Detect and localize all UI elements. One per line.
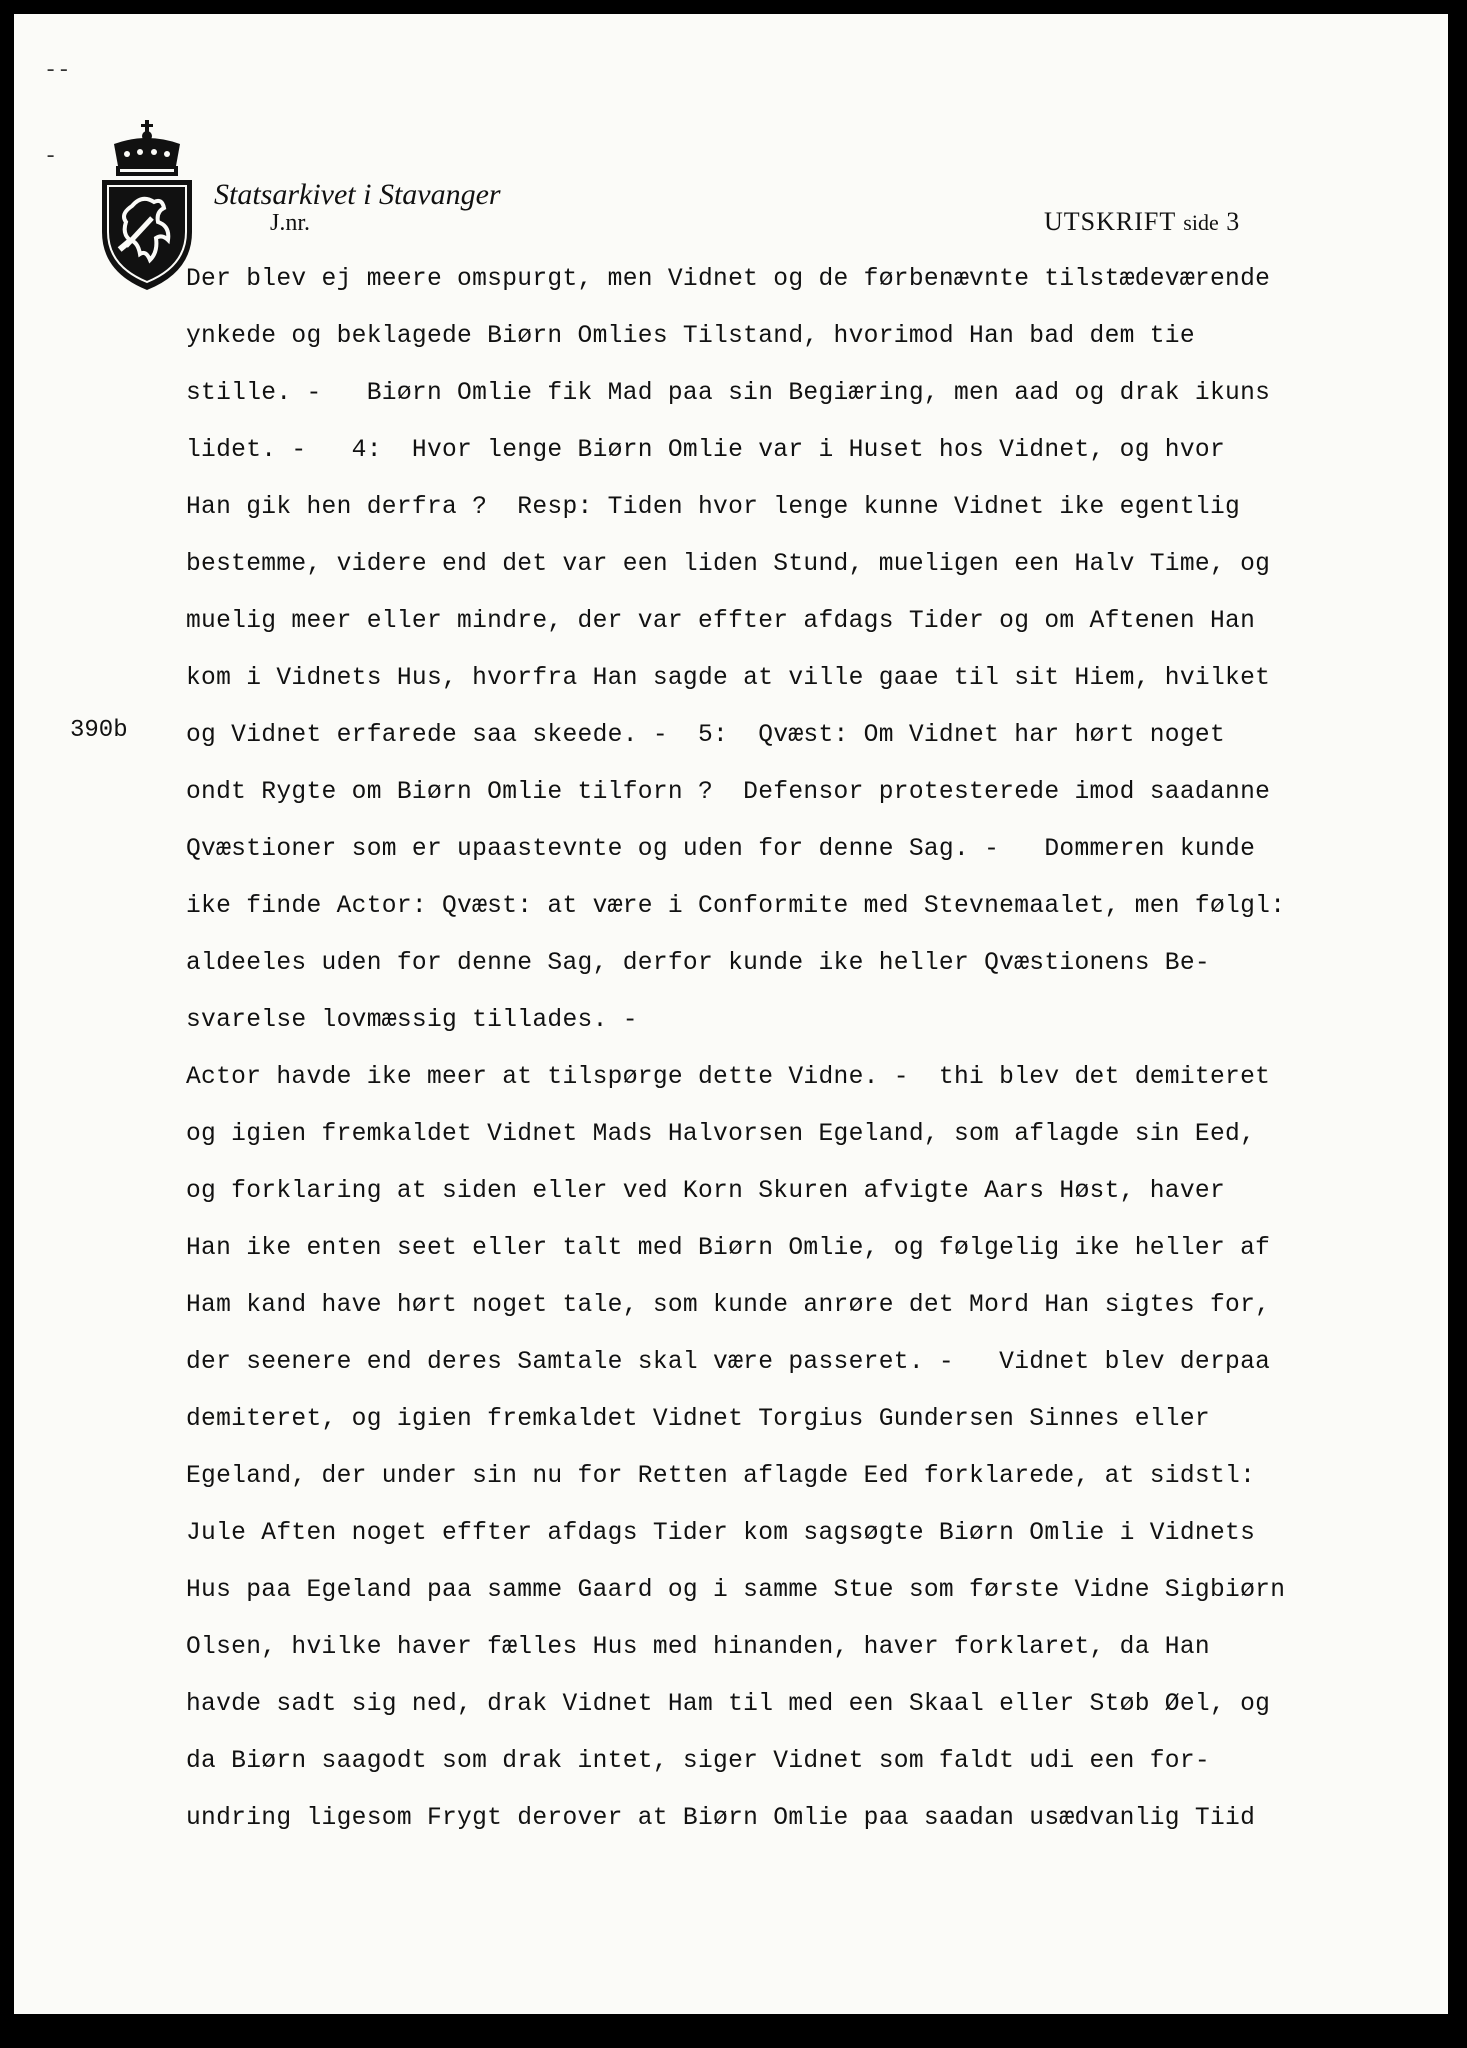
text-line: svarelse lovmæssig tillades. - [186, 1007, 638, 1034]
journal-number-label: J.nr. [270, 210, 311, 236]
side-label: side [1183, 210, 1219, 235]
archive-name: Statsarkivet i Stavanger [214, 178, 501, 211]
text-line: aldeeles uden for denne Sag, derfor kunde ike heller Qvæstionens Be- [186, 950, 1210, 977]
text-line: demiteret, og igien fremkaldet Vidnet Torgius Gundersen Sinnes eller [186, 1406, 1210, 1433]
text-line: Actor havde ike meer at tilspørge dette Vidne. - thi blev det demiteret [186, 1064, 1271, 1091]
text-line: Ham kand have hørt noget tale, som kunde anrøre det Mord Han sigtes for, [186, 1292, 1271, 1319]
text-line: ynkede og beklagede Biørn Omlies Tilstand, hvorimod Han bad dem tie [186, 323, 1195, 350]
text-line: havde sadt sig ned, drak Vidnet Ham til med een Skaal eller Støb Øel, og [186, 1691, 1271, 1718]
margin-folio-note: 390b [70, 717, 128, 744]
text-line: undring ligesom Frygt derover at Biørn Omlie paa saadan usædvanlig Tiid [186, 1805, 1256, 1832]
text-line: Han gik hen derfra ? Resp: Tiden hvor lenge kunne Vidnet ike egentlig [186, 494, 1241, 521]
text-line: og Vidnet erfarede saa skeede. - 5: Qvæst: Om Vidnet har hørt noget [186, 722, 1226, 749]
text-line: Egeland, der under sin nu for Retten aflagde Eed forklarede, at sidstl: [186, 1463, 1256, 1490]
text-line: Hus paa Egeland paa samme Gaard og i samme Stue som første Vidne Sigbiørn [186, 1577, 1286, 1604]
text-line: da Biørn saagodt som drak intet, siger Vidnet som faldt udi een for- [186, 1748, 1210, 1775]
text-line: der seenere end deres Samtale skal være passeret. - Vidnet blev derpaa [186, 1349, 1271, 1376]
text-line: Der blev ej meere omspurgt, men Vidnet og de førbenævnte tilstædeværende [186, 266, 1271, 293]
text-line: og forklaring at siden eller ved Korn Skuren afvigte Aars Høst, haver [186, 1178, 1226, 1205]
text-line: Olsen, hvilke haver fælles Hus med hinanden, haver forklaret, da Han [186, 1634, 1210, 1661]
text-line: Qvæstioner som er upaastevnte og uden for denne Sag. - Dommeren kunde [186, 836, 1256, 863]
text-line: Han ike enten seet eller talt med Biørn Omlie, og følgelig ike heller af [186, 1235, 1271, 1262]
margin-tick-mark: -- [44, 58, 71, 83]
text-line: og igien fremkaldet Vidnet Mads Halvorsen Egeland, som aflagde sin Eed, [186, 1121, 1256, 1148]
text-line: kom i Vidnets Hus, hvorfra Han sagde at ville gaae til sit Hiem, hvilket [186, 665, 1271, 692]
margin-tick-mark: - [44, 144, 58, 169]
page-header [1044, 207, 1240, 237]
transcript-body [186, 260, 1446, 1856]
transcript-label: UTSKRIFT [1044, 207, 1176, 236]
text-line: stille. - Biørn Omlie fik Mad paa sin Begiæring, men aad og drak ikuns [186, 380, 1271, 407]
text-line: ondt Rygte om Biørn Omlie tilforn ? Defensor protesterede imod saadanne [186, 779, 1271, 806]
text-line: muelig meer eller mindre, der var effter afdags Tider og om Aftenen Han [186, 608, 1256, 635]
text-line: ike finde Actor: Qvæst: at være i Conformite med Stevnemaalet, men følgl: [186, 893, 1286, 920]
document-page [14, 14, 1448, 2014]
text-line: lidet. - 4: Hvor lenge Biørn Omlie var i Huset hos Vidnet, og hvor [186, 437, 1226, 464]
text-line: bestemme, videre end det var een liden Stund, mueligen een Halv Time, og [186, 551, 1271, 578]
page-number: 3 [1226, 207, 1241, 236]
text-line: Jule Aften noget effter afdags Tider kom sagsøgte Biørn Omlie i Vidnets [186, 1520, 1256, 1547]
